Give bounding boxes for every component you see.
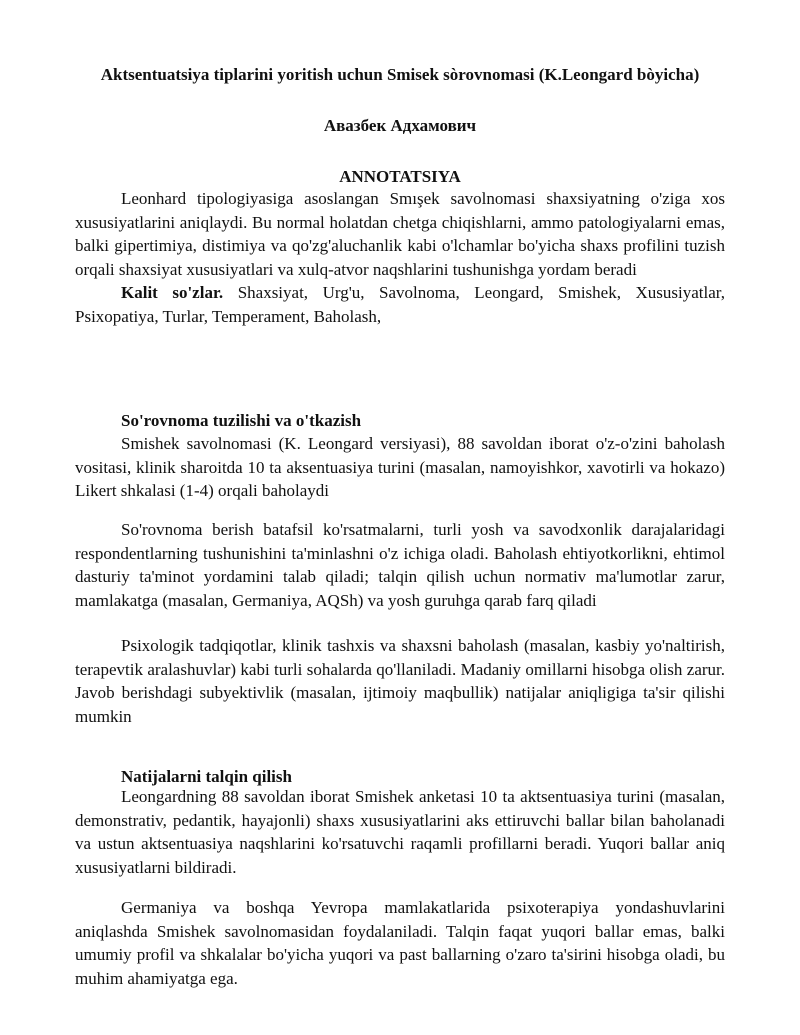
section-survey-p1 bbox=[75, 432, 725, 503]
paragraph: Psixologik tadqiqotlar, klinik tashxis va shaxsni baholash (masalan, kasbiy yo'naltirish, terapevtik aralashuvlar) kabi turli sohalarda qo'llaniladi. Madaniy omillarni hisobga olish zarur. Javob berishdagi subyektivlik (masalan, ijtimoiy maqbullik) natijalar aniqligiga ta'sir qilishi mumkin bbox=[75, 636, 725, 726]
section-heading-results: Natijalarni talqin qilish bbox=[121, 767, 292, 786]
paragraph: Leongardning 88 savoldan iborat Smishek anketasi 10 ta aktsentuasiya turini (masalan, demonstrativ, pedantik, hayajonli) shaxs xususiyatlarini aks ettiruvchi ballar bilan baholanadi va ustun aktsentuasiya naqshlarini ko'rsatuvchi raqamli profillarni beradi. Yuqori ballar aniq xususiyatlarni bildiradi. bbox=[75, 787, 725, 877]
annotation-block bbox=[75, 187, 725, 328]
paragraph: Germaniya va boshqa Yevropa mamlakatlarida psixoterapiya yondashuvlarini aniqlashda Smishek savolnomasidan foydalaniladi. Talqin faqat yuqori ballar emas, balki umumiy profil va shkalalar bo'yicha yuqori va past ballarning o'zaro ta'sirini hisobga oladi, bu muhim ahamiyatga ega. bbox=[75, 898, 725, 988]
section-survey-p3 bbox=[75, 634, 725, 728]
keywords-label: Kalit so'zlar. bbox=[121, 283, 224, 302]
keywords-paragraph bbox=[75, 281, 725, 328]
section-heading-survey: So'rovnoma tuzilishi va o'tkazish bbox=[121, 411, 362, 430]
paragraph: Smishek savolnomasi (K. Leongard versiyasi), 88 savoldan iborat o'z-o'zini baholash vositasi, klinik sharoitda 10 ta aksentuasiya turini (masalan, namoyishkor, xavotirli va hokazo) Likert shkalasi (1-4) orqali baholaydi bbox=[75, 434, 725, 500]
keywords-text: Shaxsiyat, Urg'u, Savolnoma, Leongard, Smishek, Xususiyatlar, Psixopatiya, Turlar, Temperament, Baholash, bbox=[75, 283, 725, 326]
annotation-heading: ANNOTATSIYA bbox=[339, 167, 461, 186]
paper-title: Aktsentuatsiya tiplarini yoritish uchun Smisek sòrovnomasi (K.Leongard bòyicha) bbox=[100, 65, 700, 84]
section-results-p2 bbox=[75, 896, 725, 990]
paper-author: Авазбек Адхамович bbox=[323, 116, 477, 135]
annotation-paragraph: Leonhard tipologiyasiga asoslangan Smışek savolnomasi shaxsiyatning o'ziga xos xususiyatlarini aniqlaydi. Bu normal holatdan chetga chiqishlarni, ammo patologiyalarni emas, balki gipertimiya, distimiya va qo'zg'aluchanlik kabi o'lchamlar bo'yicha shaxs profilini tuzish orqali shaxsiyat xususiyatlari va xulq-atvor naqshlarini tushunishga yordam beradi bbox=[75, 189, 725, 279]
section-survey-p2 bbox=[75, 518, 725, 612]
paragraph: So'rovnoma berish batafsil ko'rsatmalarni, turli yosh va savodxonlik darajalaridagi respondentlarning tushunishini ta'minlashni o'z ichiga oladi. Baholash ehtiyotkorlikni, ehtimol dasturiy ta'minot yordamini talab qiladi; talqin qilish uchun normativ ma'lumotlar zarur, mamlakatga (masalan, Germaniya, AQSh) va yosh guruhga qarab farq qiladi bbox=[75, 520, 725, 610]
section-results-p1 bbox=[75, 785, 725, 879]
